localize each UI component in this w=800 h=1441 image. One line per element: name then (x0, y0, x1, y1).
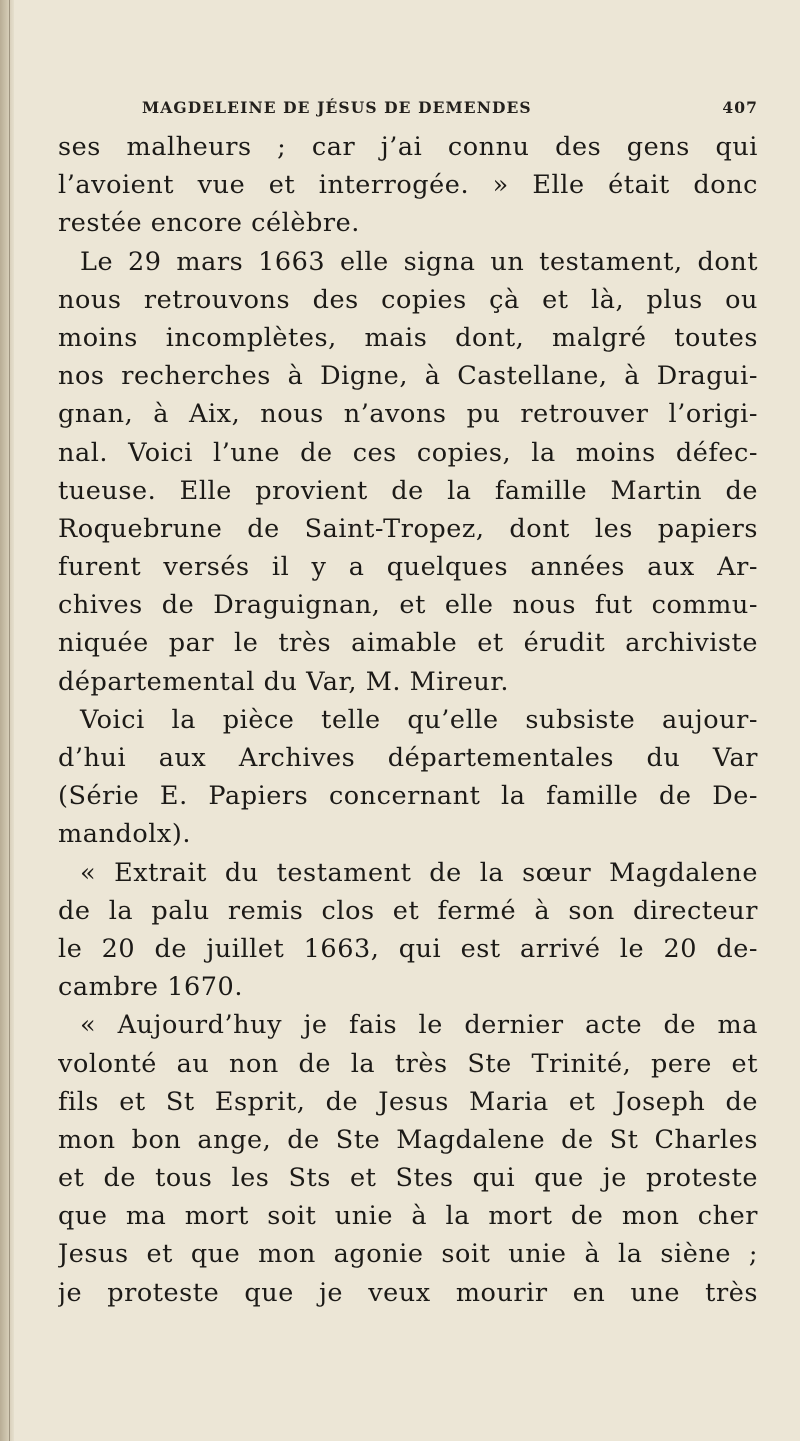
paragraph-first-line: Voici la pièce telle qu’elle subsiste aujour- (80, 704, 758, 735)
running-head (142, 98, 758, 128)
body-text (58, 128, 758, 1312)
text-line: furent versés il y a quelques années aux Ar- (58, 552, 758, 583)
text-line: gnan, à Aix, nous n’avons pu retrouver l’origi- (58, 399, 758, 430)
text-line: et de tous les Sts et Stes qui que je proteste (58, 1163, 758, 1194)
paragraph-first-line: « Aujourd’huy je fais le dernier acte de ma (80, 1010, 758, 1041)
text-line: départemental du Var, M. Mireur. (58, 666, 509, 697)
text-line: moins incomplètes, mais dont, malgré toutes (58, 322, 758, 353)
text-line: restée encore célèbre. (58, 208, 360, 239)
text-line: le 20 de juillet 1663, qui est arrivé le 20 de- (58, 933, 758, 964)
text-line: d’hui aux Archives départementales du Var (58, 743, 758, 773)
text-line: Jesus et que mon agonie soit unie à la siène ; (58, 1239, 758, 1270)
text-line: l’avoient vue et interrogée. » Elle était donc (58, 170, 758, 201)
text-line: que ma mort soit unie à la mort de mon cher (58, 1201, 758, 1232)
text-line: ses malheurs ; car j’ai connu des gens qui (58, 132, 758, 162)
text-line: cambre 1670. (58, 972, 243, 1003)
paragraph-first-line: Le 29 mars 1663 elle signa un testament, dont (80, 246, 758, 277)
text-line: je proteste que je veux mourir en une très (58, 1277, 758, 1308)
binding-shadow-line (9, 0, 10, 1441)
page-number: 407 (722, 98, 758, 117)
text-line: nal. Voici l’une de ces copies, la moins défec- (58, 437, 758, 468)
text-line: mon bon ange, de Ste Magdalene de St Charles (58, 1124, 758, 1155)
text-line: volonté au non de la très Ste Trinité, pere et (58, 1048, 758, 1079)
text-line: Roquebrune de Saint-Tropez, dont les papiers (58, 513, 758, 544)
text-line: nos recherches à Digne, à Castellane, à Dragui- (58, 361, 758, 392)
running-title: MAGDELEINE DE JÉSUS DE DEMENDES (142, 98, 532, 117)
text-line: (Série E. Papiers concernant la famille de De- (58, 781, 758, 812)
text-line: fils et St Esprit, de Jesus Maria et Joseph de (58, 1086, 758, 1117)
page-binding-edge (0, 0, 14, 1441)
text-line: de la palu remis clos et fermé à son directeur (58, 895, 758, 926)
paragraph-first-line: « Extrait du testament de la sœur Magdalene (80, 857, 758, 888)
book-page (58, 0, 758, 1441)
text-line: chives de Draguignan, et elle nous fut commu- (58, 590, 758, 621)
text-line: niquée par le très aimable et érudit archiviste (58, 628, 758, 659)
text-line: mandolx). (58, 819, 192, 850)
text-line: tueuse. Elle provient de la famille Martin de (58, 475, 758, 506)
text-line: nous retrouvons des copies çà et là, plus ou (58, 284, 758, 315)
